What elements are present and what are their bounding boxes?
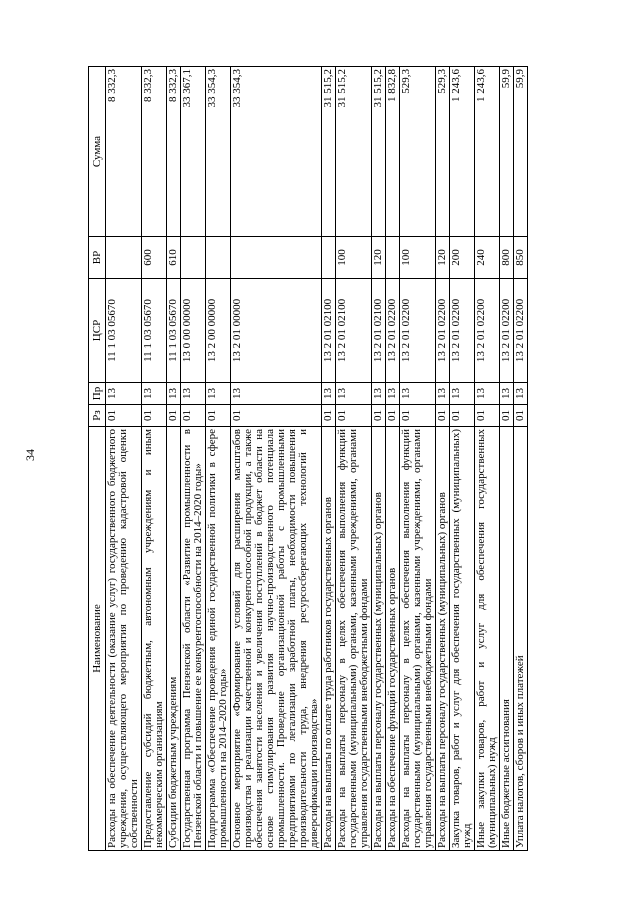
row-rz: 01 <box>514 405 528 427</box>
row-sum: 31 515,2 <box>372 67 386 237</box>
row-sum: 8 332,3 <box>106 67 142 237</box>
col-header-rz: Рз <box>89 405 106 427</box>
table-row <box>231 67 322 851</box>
row-sum: 31 515,2 <box>336 67 372 237</box>
row-vr <box>206 237 231 279</box>
row-rz: 01 <box>500 405 514 427</box>
row-name: Государственная программа Пензенской области «Развитие промышленности в Пензенской области и повышение ее конкурентоспособности на 2014–2020 годы» <box>181 427 206 851</box>
row-pr: 13 <box>322 383 336 405</box>
row-csr: 11 1 03 05670 <box>167 279 181 383</box>
table-row <box>336 67 372 851</box>
row-pr: 13 <box>500 383 514 405</box>
row-pr: 13 <box>386 383 400 405</box>
row-rz: 01 <box>206 405 231 427</box>
row-name: Расходы на выплаты персоналу в целях обеспечения выполнения функций государственными (муниципальными) органами, казенными учреждениями, органами управления государственными внебюджетными фондами <box>336 427 372 851</box>
row-sum: 33 354,3 <box>231 67 322 237</box>
row-csr: 13 2 01 02200 <box>400 279 436 383</box>
row-csr: 11 1 03 05670 <box>106 279 142 383</box>
row-rz: 01 <box>386 405 400 427</box>
row-name: Иные закупки товаров, работ и услуг для обеспечения государственных (муниципальных) нужд <box>475 427 500 851</box>
col-header-name: Наименование <box>89 427 106 851</box>
row-pr: 13 <box>450 383 475 405</box>
row-vr <box>322 237 336 279</box>
row-name: Расходы на выплаты персоналу государственных (муниципальных) органов <box>372 427 386 851</box>
row-name: Расходы на выплаты по оплате труда работников государственных органов <box>322 427 336 851</box>
col-header-sum: Сумма <box>89 67 106 237</box>
table-row <box>386 67 400 851</box>
row-csr: 13 2 01 02200 <box>475 279 500 383</box>
row-vr: 240 <box>475 237 500 279</box>
row-rz: 01 <box>400 405 436 427</box>
row-vr <box>181 237 206 279</box>
row-vr: 100 <box>336 237 372 279</box>
row-vr <box>231 237 322 279</box>
row-vr: 600 <box>142 237 167 279</box>
row-pr: 13 <box>336 383 372 405</box>
row-csr: 13 2 01 02200 <box>386 279 400 383</box>
row-name: Закупка товаров, работ и услуг для обеспечения государственных (муниципальных) нужд <box>450 427 475 851</box>
row-csr: 13 2 01 02100 <box>372 279 386 383</box>
row-name: Расходы на выплаты персоналу в целях обеспечения выполнения функций государственными (муниципальными) органами, казенными учреждениями, органами управления государственными внебюджетными фондами <box>400 427 436 851</box>
row-rz: 01 <box>181 405 206 427</box>
row-rz: 01 <box>322 405 336 427</box>
row-pr: 13 <box>106 383 142 405</box>
row-rz: 01 <box>106 405 142 427</box>
row-name: Иные бюджетные ассигнования <box>500 427 514 851</box>
row-vr <box>386 237 400 279</box>
row-name: Расходы на обеспечение функций государственных органов <box>386 427 400 851</box>
row-vr: 200 <box>450 237 475 279</box>
col-header-csr: ЦСР <box>89 279 106 383</box>
row-sum: 8 332,3 <box>167 67 181 237</box>
table-row <box>450 67 475 851</box>
row-pr: 13 <box>167 383 181 405</box>
row-name: Основное мероприятие «Формирование условий для расширения масштабов производства и реализации качественной и конкурентоспособной продукции, а также обеспечения занятости населения и увеличения поступлений в бюджет области на основе стимулирования развития научно-производственного потенциала промышленности. Проведение организационной работы с промышленными предприятиями по легализации заработной платы, необходимости повышения производительности труда, внедрения ресурсосберегающих технологий и диверсификации производства» <box>231 427 322 851</box>
table-header-row <box>89 67 106 851</box>
row-pr: 13 <box>475 383 500 405</box>
row-sum: 33 354,3 <box>206 67 231 237</box>
row-sum: 31 515,2 <box>322 67 336 237</box>
row-sum: 1 832,8 <box>386 67 400 237</box>
table-row <box>514 67 528 851</box>
row-vr: 850 <box>514 237 528 279</box>
row-pr: 13 <box>514 383 528 405</box>
row-sum: 1 243,6 <box>450 67 475 237</box>
table-row <box>142 67 167 851</box>
row-rz: 01 <box>336 405 372 427</box>
table-row <box>181 67 206 851</box>
row-rz: 01 <box>142 405 167 427</box>
row-sum: 529,3 <box>400 67 436 237</box>
row-csr: 13 2 01 02100 <box>322 279 336 383</box>
row-vr: 100 <box>400 237 436 279</box>
row-csr: 13 2 01 02200 <box>436 279 450 383</box>
row-csr: 13 2 01 02200 <box>450 279 475 383</box>
table-row <box>372 67 386 851</box>
row-rz: 01 <box>450 405 475 427</box>
row-sum: 59,9 <box>514 67 528 237</box>
page-number: 34 <box>23 449 37 461</box>
row-sum: 8 332,3 <box>142 67 167 237</box>
table-row <box>500 67 514 851</box>
row-sum: 1 243,6 <box>475 67 500 237</box>
row-vr: 120 <box>372 237 386 279</box>
row-vr <box>106 237 142 279</box>
budget-table-container <box>88 67 611 851</box>
row-csr: 11 1 03 05670 <box>142 279 167 383</box>
row-csr: 13 2 01 02200 <box>514 279 528 383</box>
row-pr: 13 <box>206 383 231 405</box>
row-csr: 13 2 00 00000 <box>206 279 231 383</box>
row-name: Уплата налогов, сборов и иных платежей <box>514 427 528 851</box>
row-rz: 01 <box>231 405 322 427</box>
row-csr: 13 0 00 00000 <box>181 279 206 383</box>
row-rz: 01 <box>167 405 181 427</box>
row-csr: 13 2 01 02100 <box>336 279 372 383</box>
row-sum: 529,3 <box>436 67 450 237</box>
row-rz: 01 <box>475 405 500 427</box>
budget-table <box>88 66 528 851</box>
row-name: Предоставление субсидий бюджетным, автономным учреждениям и иным некоммерческим организациям <box>142 427 167 851</box>
row-csr: 13 2 01 02200 <box>500 279 514 383</box>
row-name: Расходы на обеспечение деятельности (оказание услуг) государственного бюджетного учреждения, осуществляющего мероприятия по проведению кадастровой оценки собственности <box>106 427 142 851</box>
table-row <box>400 67 436 851</box>
col-header-pr: Пр <box>89 383 106 405</box>
row-name: Подпрограмма «Обеспечение проведения единой государственной политики в сфере промышленности на 2014–2020 годы» <box>206 427 231 851</box>
row-csr: 13 2 01 00000 <box>231 279 322 383</box>
row-pr: 13 <box>400 383 436 405</box>
row-sum: 33 367,1 <box>181 67 206 237</box>
row-sum: 59,9 <box>500 67 514 237</box>
row-pr: 13 <box>436 383 450 405</box>
row-pr: 13 <box>181 383 206 405</box>
row-pr: 13 <box>231 383 322 405</box>
row-vr: 120 <box>436 237 450 279</box>
row-pr: 13 <box>142 383 167 405</box>
table-row <box>322 67 336 851</box>
table-row <box>475 67 500 851</box>
row-vr: 610 <box>167 237 181 279</box>
row-vr: 800 <box>500 237 514 279</box>
row-name: Расходы на выплаты персоналу государственных (муниципальных) органов <box>436 427 450 851</box>
row-pr: 13 <box>372 383 386 405</box>
table-row <box>436 67 450 851</box>
table-row <box>106 67 142 851</box>
col-header-vr: ВР <box>89 237 106 279</box>
table-row <box>167 67 181 851</box>
row-name: Субсидии бюджетным учреждениям <box>167 427 181 851</box>
table-row <box>206 67 231 851</box>
row-rz: 01 <box>372 405 386 427</box>
row-rz: 01 <box>436 405 450 427</box>
